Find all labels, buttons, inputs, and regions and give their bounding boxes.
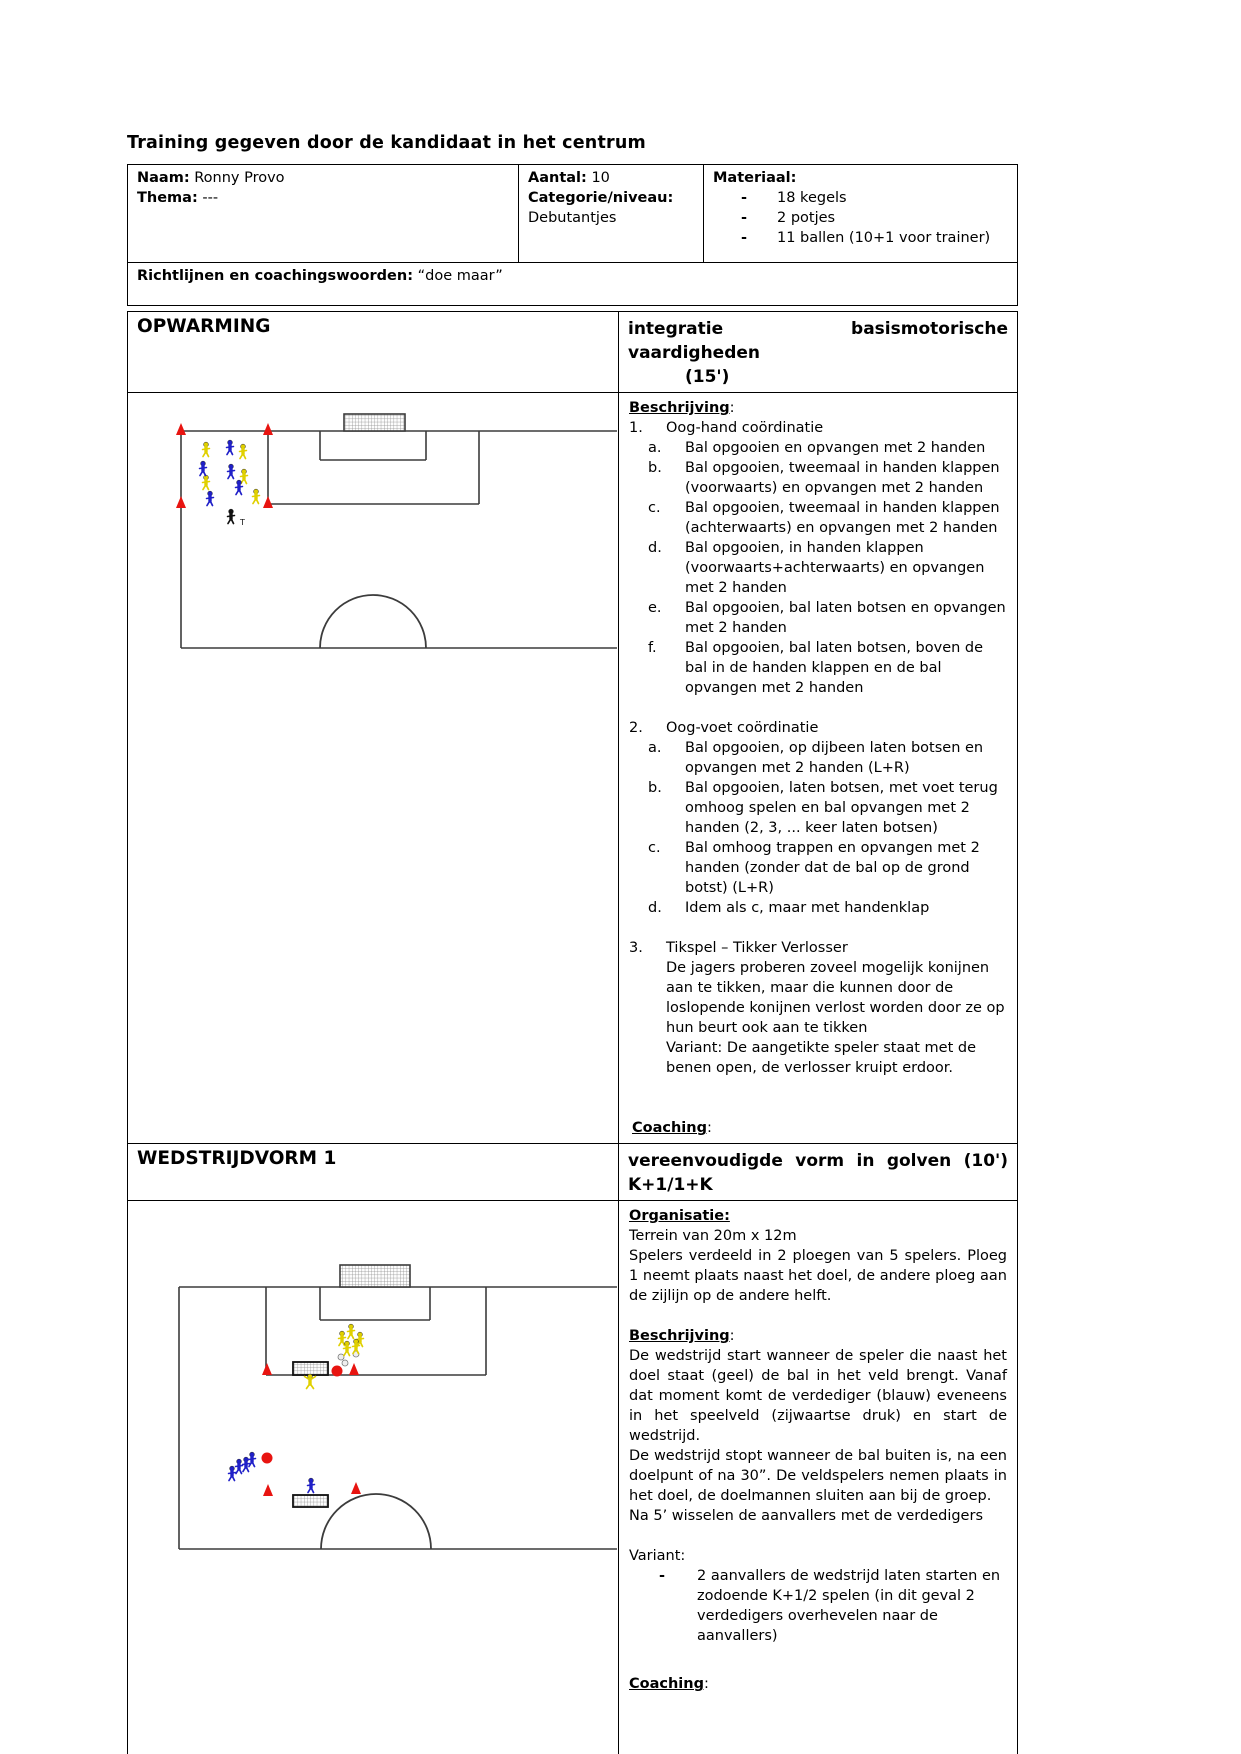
list-item: a. Bal opgooien en opvangen met 2 handen	[648, 440, 986, 456]
field-diagram-opwarming	[128, 393, 617, 1080]
wedstrijdvorm-subtitle: vereenvoudigde vorm in golven (10')	[628, 1151, 1008, 1171]
training-table	[127, 311, 1018, 1754]
beschrijving-paragraph: De wedstrijd stopt wanneer de bal buiten is, na een doelpunt of na 30”. De veldspelers nemen plaats in het doel, de doelmannen sluiten aan bij de groep.	[629, 1448, 1007, 1504]
list-item: a. Bal opgooien, op dijbeen laten botsen en opvangen met 2 handen (L+R)	[648, 740, 984, 776]
document-content	[127, 133, 1017, 1754]
page-title: Training gegeven door de kandidaat in het centrum	[127, 133, 646, 153]
field-diagram-wedstrijdvorm	[128, 1201, 617, 1754]
dash-bullet: -	[659, 1568, 666, 1584]
material-cell	[704, 165, 1018, 263]
variant-item: - 2 aanvallers de wedstrijd laten starten en zodoende K+1/2 spelen (in dit geval 2 verdedigers overhevelen naar de aanvallers)	[659, 1568, 1001, 1644]
count-category-cell	[519, 165, 704, 263]
thema-value: ---	[202, 190, 219, 206]
wedstrijdvorm-formula: K+1/1+K	[628, 1175, 713, 1195]
aantal-value: 10	[591, 170, 610, 186]
organisatie-line: Spelers verdeeld in 2 ploegen van 5 spelers. Ploeg 1 neemt plaats naast het doel, de andere ploeg aan de zijlijn op de andere helft.	[629, 1248, 1007, 1304]
aantal-label: Aantal:	[528, 170, 587, 186]
richtlijnen-value: “doe maar”	[417, 268, 503, 284]
opwarming-diagram-cell	[128, 393, 619, 1144]
opwarming-header-cell	[128, 312, 619, 393]
richtlijnen-label: Richtlijnen en coachingswoorden:	[137, 268, 413, 284]
opwarming-subtitle-cell	[619, 312, 1018, 393]
list-item: c. Bal omhoog trappen en opvangen met 2 handen (zonder dat de bal op de grond botst) (L+R)	[648, 840, 980, 896]
tikspel-variant: Variant: De aangetikte speler staat met de benen open, de verlosser kruipt erdoor.	[666, 1040, 977, 1076]
list-item: b. Bal opgooien, laten botsen, met voet terug omhoog spelen en bal opvangen met 2 handen (2, 3, ... keer laten botsen)	[648, 780, 998, 836]
list-item: b. Bal opgooien, tweemaal in handen klappen (voorwaarts) en opvangen met 2 handen	[648, 460, 1000, 496]
thema-label: Thema:	[137, 190, 198, 206]
list-item: 3. Tikspel – Tikker Verlosser	[629, 940, 848, 956]
naam-value: Ronny Provo	[194, 170, 285, 186]
wedstrijdvorm-header-cell	[128, 1144, 619, 1201]
tikspel-paragraph: De jagers proberen zoveel mogelijk konijnen aan te tikken, maar die kunnen door de loslopende konijnen verlost worden door ze op hun beurt ook aan te tikken	[666, 960, 1005, 1036]
name-theme-cell	[128, 165, 519, 263]
organisatie-heading: Organisatie:	[629, 1208, 730, 1224]
dash-bullet: -	[741, 210, 748, 226]
list-item: d. Bal opgooien, in handen klappen (voorwaarts+achterwaarts) en opvangen met 2 handen	[648, 540, 985, 596]
opwarming-subtitle: integratie basismotorische vaardigheden	[628, 319, 1008, 363]
svg-text:T: T	[240, 518, 245, 527]
opwarming-duration: (15')	[685, 367, 730, 387]
info-table	[127, 164, 1018, 306]
list-item: c. Bal opgooien, tweemaal in handen klappen (achterwaarts) en opvangen met 2 handen	[648, 500, 1000, 536]
categorie-label: Categorie/niveau:	[528, 190, 674, 206]
list-item: e. Bal opgooien, bal laten botsen en opvangen met 2 handen	[648, 600, 1006, 636]
beschrijving-paragraph: De wedstrijd start wanneer de speler die naast het doel staat (geel) de bal in het veld brengt. Vanaf dat moment komt de verdediger (blauw) eveneens in het speelveld (zijwaartse druk) en start de wedstrijd.	[629, 1348, 1007, 1444]
list-item: 2. Oog-voet coördinatie	[629, 720, 819, 736]
opwarming-description-cell: Beschrijving: 1. Oog-hand coördinatie a. Bal opgooien en opvangen met 2 handen b. Bal opgooien, tweemaal in handen klappen (voorwaarts) en opvangen met 2 handen c. Bal opgooien, tweemaal in handen klappen (achterwaarts) en opvangen met 2 handen d. Bal opgooien, in handen klappen (voorwaarts+achterwaarts) en opvangen met 2 handen e. Bal opgooien, bal laten botsen en opvangen met 2 handen f. Bal opgooien, bal laten botsen, boven de bal in de handen klappen en de bal opvangen met 2 handen 2. Oog-voet coördinatie a. Bal opgooien, op dijbeen laten botsen en opvangen met 2 handen (L+R) b. Bal opgooien, laten botsen, met voet terug omhoog spelen en bal opvangen met 2 handen (2, 3, ... keer laten botsen) c. Bal omhoog trappen en opvangen met 2 handen (zonder dat de bal op de grond botst) (L+R) d. Idem als c, maar met handenklap 3. Tikspel – Tikker Verlosser De jagers proberen zoveel mogelijk konijnen aan te tikken, maar die kunnen door de loslopende konijnen verlost worden door ze op hun beurt ook aan te tikken Variant: De aangetikte speler staat met de benen open, de verlosser kruipt erdoor. Coaching:	[619, 393, 1018, 1144]
beschrijving-heading: Beschrijving	[629, 1328, 730, 1344]
beschrijving-paragraph: Na 5’ wisselen de aanvallers met de verdedigers	[629, 1508, 983, 1524]
wedstrijdvorm-description-cell: Organisatie: Terrein van 20m x 12m Spelers verdeeld in 2 ploegen van 5 spelers. Ploeg 1 neemt plaats naast het doel, de andere ploeg aan de zijlijn op de andere helft. Beschrijving: De wedstrijd start wanneer de speler die naast het doel staat (geel) de bal in het veld brengt. Vanaf dat moment komt de verdediger (blauw) eveneens in het speelveld (zijwaartse druk) en start de wedstrijd. De wedstrijd stopt wanneer de bal buiten is, na een doelpunt of na 30”. De veldspelers nemen plaats in het doel, de doelmannen sluiten aan bij de groep. Na 5’ wisselen de aanvallers met de verdedigers Variant: - 2 aanvallers de wedstrijd laten starten en zodoende K+1/2 spelen (in dit geval 2 verdedigers overhevelen naar de aanvallers) Coaching:	[619, 1201, 1018, 1754]
naam-label: Naam:	[137, 170, 190, 186]
dash-bullet: -	[741, 190, 748, 206]
material-item: - 11 ballen (10+1 voor trainer)	[741, 230, 991, 246]
list-item: d. Idem als c, maar met handenklap	[648, 900, 930, 916]
list-item: f. Bal opgooien, bal laten botsen, boven de bal in de handen klappen en de bal opvangen met 2 handen	[648, 640, 984, 696]
wedstrijdvorm-title: WEDSTRIJDVORM 1	[137, 1148, 337, 1169]
beschrijving-heading: Beschrijving	[629, 400, 730, 416]
opwarming-title: OPWARMING	[137, 316, 271, 337]
wedstrijdvorm-subtitle-cell	[619, 1144, 1018, 1201]
organisatie-line: Terrein van 20m x 12m	[629, 1228, 797, 1244]
variant-heading: Variant:	[629, 1548, 686, 1564]
material-item: - 18 kegels	[741, 190, 847, 206]
guidelines-cell	[128, 263, 1018, 306]
dash-bullet: -	[741, 230, 748, 246]
coaching-heading: Coaching:	[632, 1120, 712, 1136]
material-item: - 2 potjes	[741, 210, 836, 226]
materiaal-label: Materiaal:	[713, 170, 797, 186]
coaching-heading: Coaching:	[629, 1676, 709, 1692]
list-item: 1. Oog-hand coördinatie	[629, 420, 824, 436]
wedstrijdvorm-diagram-cell	[128, 1201, 619, 1754]
categorie-value: Debutantjes	[528, 210, 617, 226]
